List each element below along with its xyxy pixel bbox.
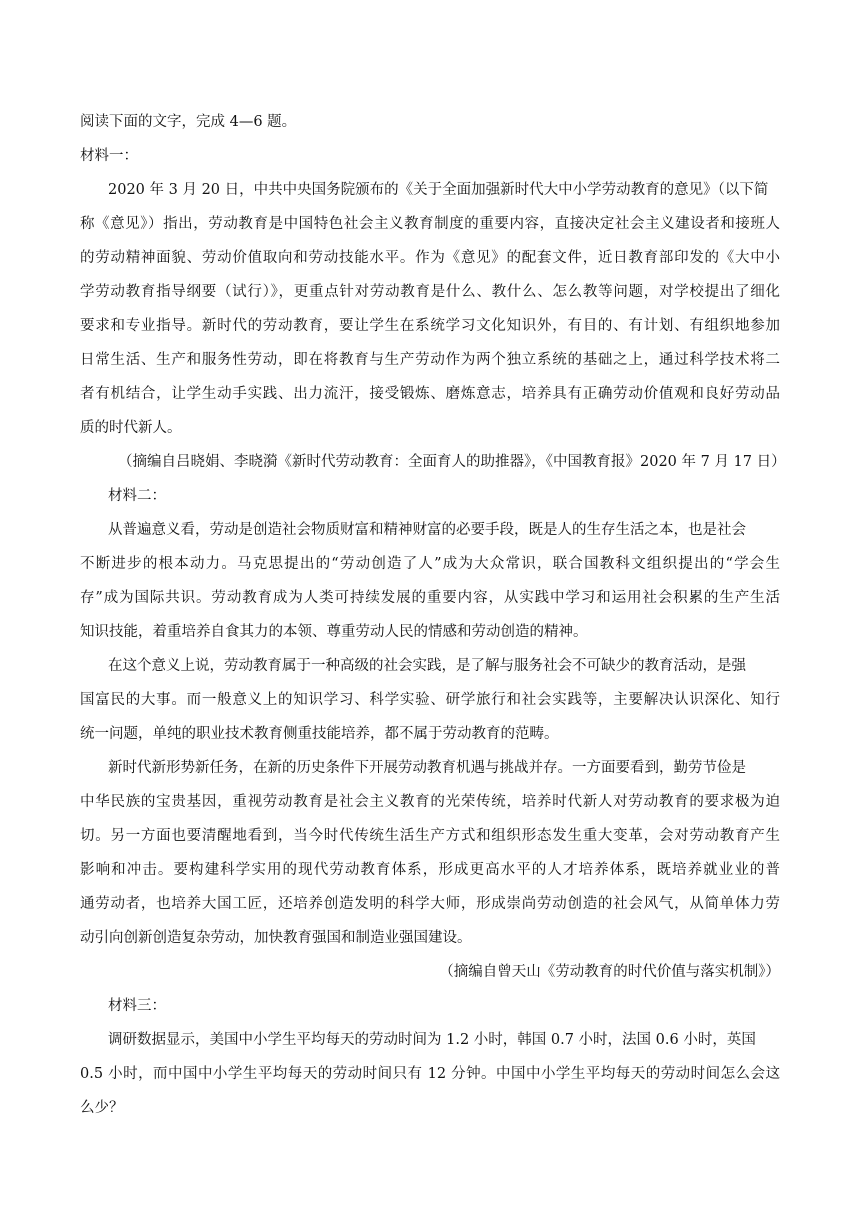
material-2-line: 存”成为国际共识。劳动教育成为人类可持续发展的重要内容，从实践中学习和运用社会积累的生产生活 [80,590,780,606]
material-1-line: 者有机结合，让学生动手实践、出力流汗，接受锻炼、磨炼意志，培养具有正确劳动价值观和良好劳动品 [80,386,780,402]
material-2-source: （摘编自曾天山《劳动教育的时代价值与落实机制》） [439,964,780,980]
material-2-line: 通劳动者，也培养大国工匠，还培养创造发明的科学大师，形成崇尚劳动创造的社会风气，从简单体力劳 [80,896,780,912]
material-2-line: 新时代新形势新任务，在新的历史条件下开展劳动教育机遇与挑战并存。一方面要看到，勤劳节俭是 [108,760,746,776]
material-1-line: 2020 年 3 月 20 日，中共中央国务院颁布的《关于全面加强新时代大中小学劳动教育的意见》（以下简 [108,182,769,198]
material-1-line: 要求和专业指导。新时代的劳动教育，要让学生在系统学习文化知识外，有目的、有计划、有组织地参加 [80,318,780,334]
material-3-line: 调研数据显示，美国中小学生平均每天的劳动时间为 1.2 小时，韩国 0.7 小时，法国 0.6 小时，英国 [108,1032,756,1048]
material-2-line: 统一问题，单纯的职业技术教育侧重技能培养，都不属于劳动教育的范畴。 [80,726,559,742]
material-2-line: 中华民族的宝贵基因，重视劳动教育是社会主义教育的光荣传统，培养时代新人对劳动教育的要求极为迫 [80,794,780,810]
material-2-line: 不断进步的根本动力。马克思提出的“劳动创造了人”成为大众常识，联合国教科文组织提出的“学会生 [80,556,780,572]
material-3-line: 0.5 小时，而中国中小学生平均每天的劳动时间只有 12 分钟。中国中小学生平均每天的劳动时间怎么会这 [80,1066,780,1082]
material-2-line: 动引向创新创造复杂劳动，加快教育强国和制造业强国建设。 [80,930,472,946]
material-2-heading: 材料二： [108,488,166,504]
material-2-line: 在这个意义上说，劳动教育属于一种高级的社会实践，是了解与服务社会不可缺少的教育活动，是强 [108,658,746,674]
material-1-line: 质的时代新人。 [80,420,182,436]
intro-instruction: 阅读下面的文字，完成 4—6 题。 [80,114,297,130]
material-1-heading: 材料一： [80,148,138,164]
material-3-line: 么少？ [80,1100,124,1116]
material-2-line: 切。另一方面也要清醒地看到，当今时代传统生活生产方式和组织形态发生重大变革，会对劳动教育产生 [80,828,780,844]
material-1-line: 的劳动精神面貌、劳动价值取向和劳动技能水平。作为《意见》的配套文件，近日教育部印发的《大中小 [80,250,780,266]
material-1-line: 学劳动教育指导纲要（试行）》，更重点针对劳动教育是什么、教什么、怎么教等问题，对学校提出了细化 [80,284,780,300]
material-1-line: 称《意见》）指出，劳动教育是中国特色社会主义教育制度的重要内容，直接决定社会主义建设者和接班人 [80,216,780,232]
material-2-line: 从普遍意义看，劳动是创造社会物质财富和精神财富的必要手段，既是人的生存生活之本，也是社会 [108,522,746,538]
material-2-line: 知识技能，着重培养自食其力的本领、尊重劳动人民的情感和劳动创造的精神。 [80,624,588,640]
material-2-line: 国富民的大事。而一般意义上的知识学习、科学实验、研学旅行和社会实践等，主要解决认识深化、知行 [80,692,780,708]
material-3-heading: 材料三： [108,998,166,1014]
material-1-line: 日常生活、生产和服务性劳动，即在将教育与生产劳动作为两个独立系统的基础之上，通过科学技术将二 [80,352,780,368]
material-1-source: （摘编自吕晓娟、李晓漪《新时代劳动教育：全面育人的助推器》，《中国教育报》2020 年 7 月 17 日） [118,454,786,470]
material-2-line: 影响和冲击。要构建科学实用的现代劳动教育体系，形成更高水平的人才培养体系，既培养就业业的普 [80,862,780,878]
